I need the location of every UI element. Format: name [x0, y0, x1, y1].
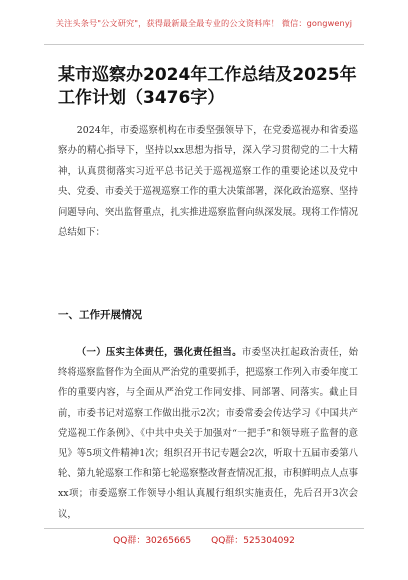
- footer-qq-group-2: QQ群：525304092: [211, 536, 295, 546]
- intro-paragraph: 2024年，市委巡察机构在市委坚强领导下，在党委巡视办和省委巡察办的精心指导下，坚持以xx思想为指导，深入学习贯彻党的二十大精神，认真贯彻落实习近平总书记关于巡视巡察工作的重要论述以及党中央、党委、市委关于巡视巡察工作的重大决策部署，深化政治巡察、坚持问题导向、突出监督重点，扎实推进巡察监督向纵深发展。现将工作情况总结如下：: [58, 125, 359, 239]
- promo-header: 关注头条号"公文研究"，获得最新最全最专业的公文资料库！ 微信：gongwenyj: [55, 18, 353, 28]
- subsection-paragraph: [58, 343, 358, 525]
- subsection-text: 市委坚决扛起政治责任，始终将巡察监督作为全面从严治党的重要抓手，把巡察工作列入市委年度工作的重要内容，与全面从严治党工作同安排、同部署、同落实。截止目前，市委书记对巡察工作做出批示2次；市委常委会传达学习《中国共产党巡视工作条例》、《中共中央关于加强对“一把手”和领导班子监督的意见》等5项文件精神1次；组织召开书记专题会2次，听取十五届市委第八轮、第九轮巡察工作和第七轮巡察整改督查情况汇报，市积鲜明点人点事xx项；市委巡察工作领导小组认真履行组织实施责任，先后召开3次会议，: [58, 347, 359, 520]
- footer-divider: [44, 528, 364, 529]
- intro-section: [58, 121, 358, 243]
- section-heading: 一、工作开展情况: [58, 309, 142, 321]
- footer: [0, 533, 408, 546]
- document-title: 某市巡察办2024年工作总结及2025年工作计划（3476字）: [58, 65, 357, 108]
- footer-qq-group-1: QQ群：30265665: [113, 536, 192, 546]
- subsection-body: [58, 343, 358, 525]
- subsection-heading: （一）压实主体责任，强化责任担当。: [76, 347, 242, 358]
- header-divider: [44, 44, 364, 45]
